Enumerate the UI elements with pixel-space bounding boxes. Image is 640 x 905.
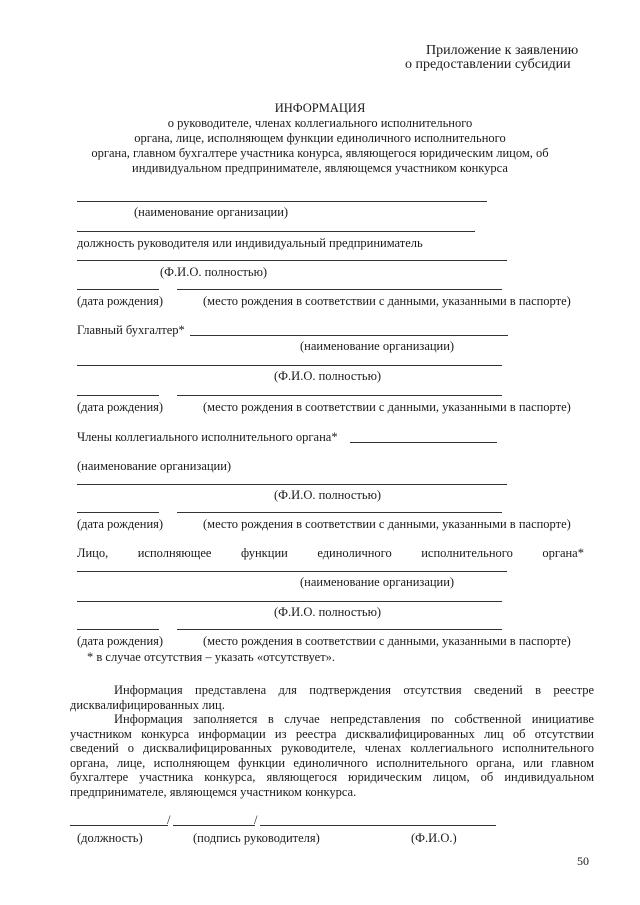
head-fio-caption: (Ф.И.О. полностью) — [160, 265, 268, 279]
sole-executive-word-5: исполнительного — [421, 546, 513, 560]
signature-sign-field-line[interactable] — [173, 825, 255, 826]
board-members-birth-date-field-line[interactable] — [77, 512, 159, 513]
signature-fio-caption: (Ф.И.О.) — [411, 831, 457, 845]
signature-position-caption: (должность) — [77, 831, 143, 845]
sole-executive-birth-date-caption: (дата рождения) — [77, 634, 164, 648]
title-subtitle-3: органа, главном бухгалтере участника конурса, являющегося юридическим лицом, об — [91, 146, 549, 160]
chief-accountant-org-caption: (наименование организации) — [300, 339, 455, 353]
sole-executive-fio-field-line[interactable] — [77, 601, 502, 602]
sole-executive-birth-place-caption: (место рождения в соответствии с данными, указанными в паспорте) — [203, 634, 571, 648]
signature-sign-caption: (подпись руководителя) — [193, 831, 320, 845]
sole-executive-word-6: органа* — [542, 546, 584, 560]
sole-executive-fio-caption: (Ф.И.О. полностью) — [274, 605, 382, 619]
sole-executive-word-4: единоличного — [317, 546, 392, 560]
page-number: 50 — [577, 854, 589, 868]
board-members-fio-field-line[interactable] — [77, 484, 507, 485]
signature-separator-1: / — [167, 813, 171, 827]
org-name-caption: (наименование организации) — [134, 205, 289, 219]
appendix-line-1: Приложение к заявлению — [426, 43, 579, 58]
chief-accountant-birth-date-field-line[interactable] — [77, 395, 159, 396]
document-title: ИНФОРМАЦИЯ — [274, 101, 366, 115]
board-members-org-caption: (наименование организации) — [77, 459, 232, 473]
board-members-birth-date-caption: (дата рождения) — [77, 517, 164, 531]
sole-executive-label — [77, 546, 584, 560]
head-birth-place-field-line[interactable] — [177, 289, 502, 290]
sole-executive-org-caption: (наименование организации) — [300, 575, 455, 589]
sole-executive-word-2: исполняющее — [137, 546, 212, 560]
info-paragraph-2: Информация заполняется в случае непредставления по собственной инициативе участником конкурса информации из реестра дисквалифицированных лиц об отсутствии сведений о дисквалифицированных руководителе, членах коллегиального исполнительного органа, лице, исполняющем функции единоличного исполнительного органа, или главном бухгалтере участника конкурса, являющегося юридическим лицом, об индивидуальном предпринимателе, являющемся участником конкурса. — [70, 712, 594, 799]
chief-accountant-birth-place-caption: (место рождения в соответствии с данными, указанными в паспорте) — [203, 400, 571, 414]
sole-executive-word-3: функции — [240, 546, 288, 560]
chief-accountant-fio-caption: (Ф.И.О. полностью) — [274, 369, 382, 383]
board-members-birth-place-field-line[interactable] — [177, 512, 502, 513]
sole-executive-birth-date-field-line[interactable] — [77, 629, 159, 630]
info-paragraph-1: Информация представлена для подтверждения отсутствия сведений в реестре дисквалифицированных лиц. — [70, 683, 594, 712]
title-subtitle-2: органа, лице, исполняющем функции единоличного исполнительного — [134, 131, 506, 145]
appendix-line-2: о предоставлении субсидии — [405, 57, 571, 72]
sole-executive-word-1: Лицо, — [77, 546, 109, 560]
signature-position-field-line[interactable] — [70, 825, 168, 826]
org-name-field-line[interactable] — [77, 201, 487, 202]
chief-accountant-birth-place-field-line[interactable] — [177, 395, 502, 396]
title-subtitle-1: о руководителе, членах коллегиального исполнительного — [167, 116, 473, 130]
signature-separator-2: / — [254, 813, 258, 827]
chief-accountant-field-line[interactable] — [190, 335, 508, 336]
board-members-birth-place-caption: (место рождения в соответствии с данными, указанными в паспорте) — [203, 517, 571, 531]
chief-accountant-birth-date-caption: (дата рождения) — [77, 400, 164, 414]
board-members-field-line[interactable] — [350, 442, 497, 443]
head-birth-date-caption: (дата рождения) — [77, 294, 164, 308]
title-subtitle-4: индивидуальном предпринимателе, являющемся участником конкурса — [132, 161, 508, 175]
board-members-fio-caption: (Ф.И.О. полностью) — [274, 488, 382, 502]
head-fio-field-line[interactable] — [77, 260, 507, 261]
head-position-field-line[interactable] — [77, 231, 475, 232]
board-members-label: Члены коллегиального исполнительного органа* — [77, 430, 338, 444]
head-position-caption: должность руководителя или индивидуальный предприниматель — [77, 236, 423, 250]
sole-executive-org-field-line[interactable] — [77, 571, 507, 572]
head-birth-date-field-line[interactable] — [77, 289, 159, 290]
sole-executive-birth-place-field-line[interactable] — [177, 629, 502, 630]
chief-accountant-fio-field-line[interactable] — [77, 365, 502, 366]
signature-fio-field-line[interactable] — [260, 825, 496, 826]
chief-accountant-label: Главный бухгалтер* — [77, 323, 185, 337]
footnote: * в случае отсутствия – указать «отсутствует». — [87, 650, 336, 664]
head-birth-place-caption: (место рождения в соответствии с данными, указанными в паспорте) — [203, 294, 571, 308]
